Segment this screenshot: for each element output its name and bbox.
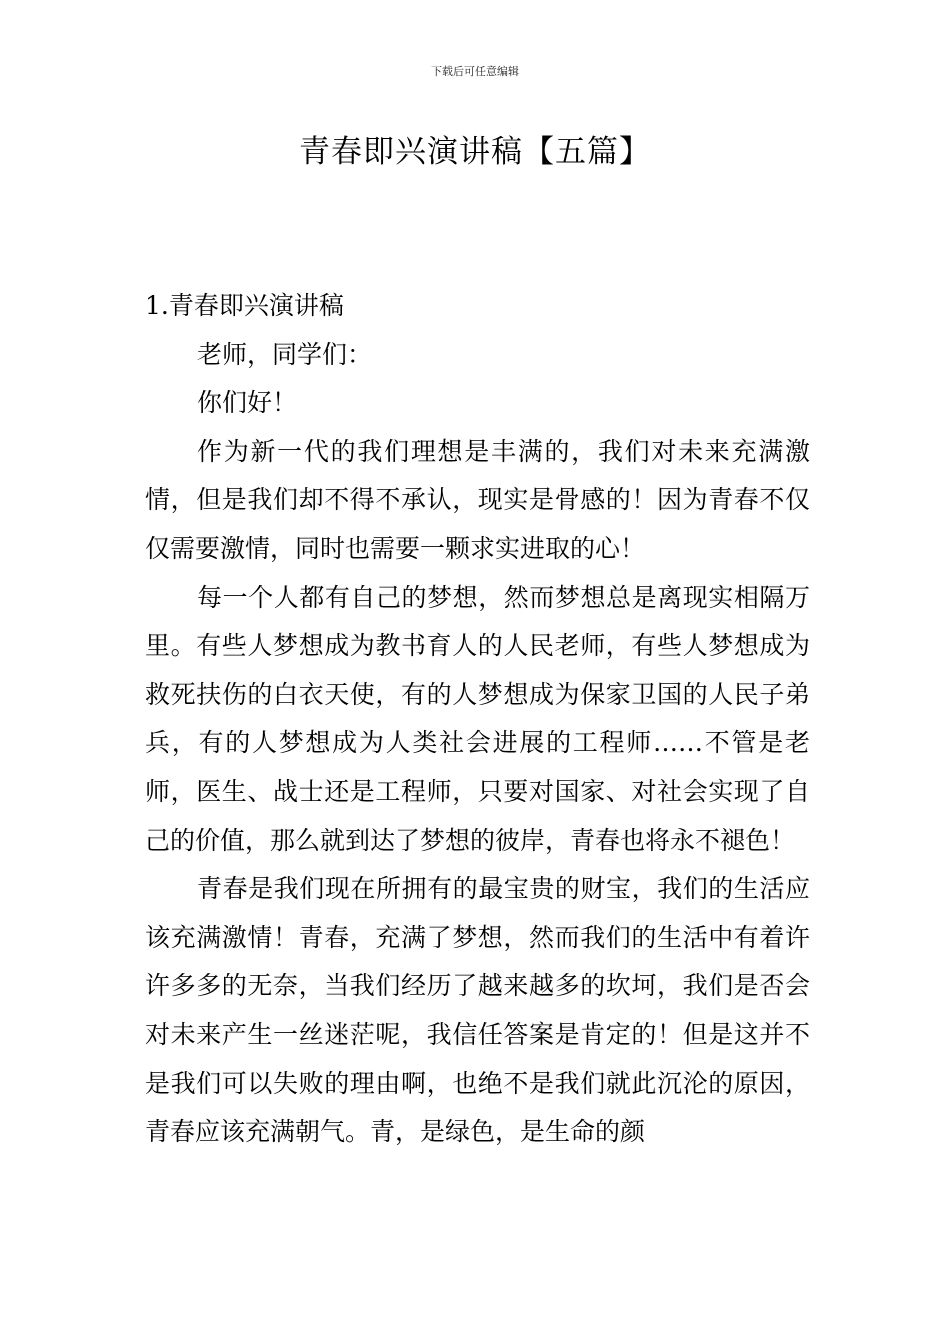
body-paragraph: 每一个人都有自己的梦想，然而梦想总是离现实相隔万里。有些人梦想成为教书育人的人民老师，有些人梦想成为救死扶伤的白衣天使，有的人梦想成为保家卫国的人民子弟兵，有的人梦想成为人类社会进展的工程师……不管是老师，医生、战士还是工程师，只要对国家、对社会实现了自己的价值，那么就到达了梦想的彼岸，青春也将永不褪色！ — [145, 582, 810, 855]
section-heading: 1.青春即兴演讲稿 — [145, 291, 344, 320]
document-title: 青春即兴演讲稿【五篇】 — [299, 134, 651, 170]
salutation-paragraph: 老师，同学们： — [197, 339, 373, 369]
page-header-note: 下载后可任意编辑 — [431, 65, 519, 78]
document-body — [145, 282, 810, 1157]
body-paragraph: 青春是我们现在所拥有的最宝贵的财宝，我们的生活应该充满激情！青春，充满了梦想，然而我们的生活中有着许许多多的无奈，当我们经历了越来越多的坎坷，我们是否会对未来产生一丝迷茫呢，我信任答案是肯定的！但是这并不是我们可以失败的理由啊，也绝不是我们就此沉沦的原因，青春应该充满朝气。青，是绿色，是生命的颜 — [145, 874, 810, 1147]
body-paragraph: 作为新一代的我们理想是丰满的，我们对未来充满激情，但是我们却不得不承认，现实是骨感的！因为青春不仅仅需要激情，同时也需要一颗求实进取的心！ — [145, 436, 810, 563]
greeting-paragraph: 你们好！ — [197, 388, 298, 418]
